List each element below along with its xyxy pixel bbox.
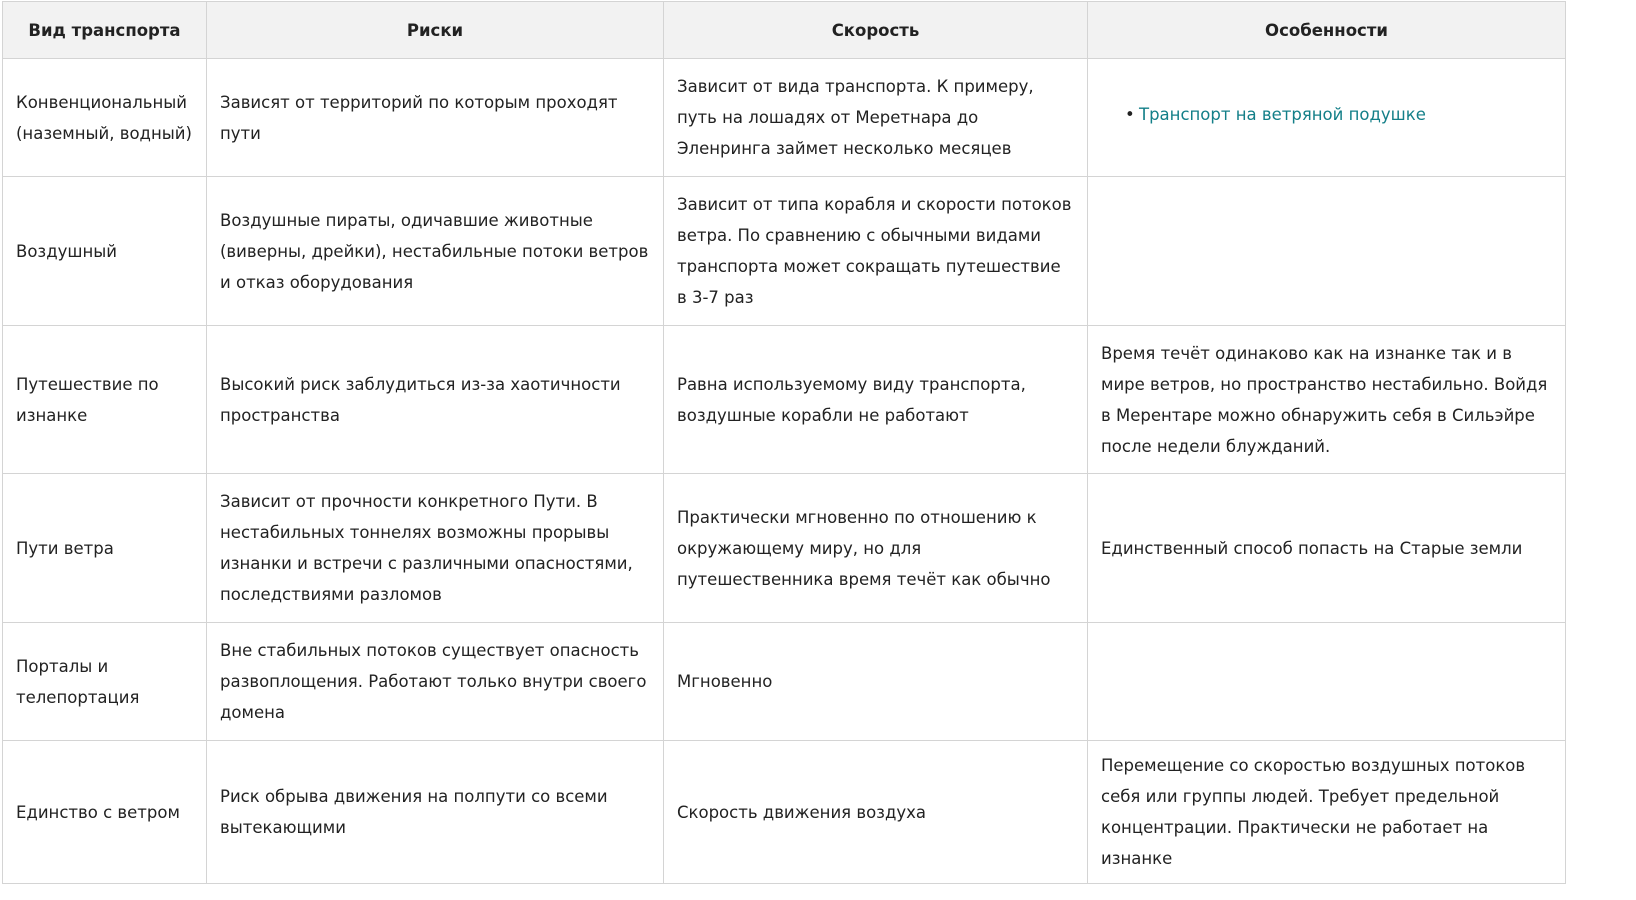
transport-table bbox=[2, 1, 1566, 884]
wind-cushion-transport-link[interactable]: Транспорт на ветряной подушке bbox=[1139, 105, 1426, 124]
cell-speed: Равна используемому виду транспорта, воздушные корабли не работают bbox=[664, 326, 1088, 474]
cell-speed: Мгновенно bbox=[664, 623, 1088, 741]
cell-type: Конвенциональный (наземный, водный) bbox=[3, 59, 207, 177]
table-row bbox=[3, 326, 1566, 474]
cell-risks: Воздушные пираты, одичавшие животные (виверны, дрейки), нестабильные потоки ветров и отказ оборудования bbox=[207, 177, 664, 326]
cell-features bbox=[1088, 59, 1566, 177]
cell-risks: Высокий риск заблудиться из-за хаотичности пространства bbox=[207, 326, 664, 474]
cell-features: Единственный способ попасть на Старые земли bbox=[1088, 474, 1566, 623]
cell-speed: Скорость движения воздуха bbox=[664, 741, 1088, 884]
cell-risks: Зависит от прочности конкретного Пути. В нестабильных тоннелях возможны прорывы изнанки и встречи с различными опасностями, последствиями разломов bbox=[207, 474, 664, 623]
cell-features bbox=[1088, 623, 1566, 741]
table-row bbox=[3, 474, 1566, 623]
table-body bbox=[3, 59, 1566, 884]
table-row bbox=[3, 59, 1566, 177]
list-item bbox=[1139, 99, 1552, 130]
cell-features: Перемещение со скоростью воздушных потоков себя или группы людей. Требует предельной концентрации. Практически не работает на изнанке bbox=[1088, 741, 1566, 884]
cell-type: Порталы и телепортация bbox=[3, 623, 207, 741]
header-type[interactable]: Вид транспорта bbox=[3, 2, 207, 59]
cell-type: Пути ветра bbox=[3, 474, 207, 623]
cell-type: Единство с ветром bbox=[3, 741, 207, 884]
cell-features: Время течёт одинаково как на изнанке так и в мире ветров, но пространство нестабильно. Войдя в Мерентаре можно обнаружить себя в Сильэйре после недели блужданий. bbox=[1088, 326, 1566, 474]
cell-risks: Риск обрыва движения на полпути со всеми вытекающими bbox=[207, 741, 664, 884]
cell-type: Путешествие по изнанке bbox=[3, 326, 207, 474]
table-row bbox=[3, 177, 1566, 326]
table-row bbox=[3, 623, 1566, 741]
cell-speed: Зависит от вида транспорта. К примеру, путь на лошадях от Меретнара до Эленринга займет несколько месяцев bbox=[664, 59, 1088, 177]
cell-speed: Практически мгновенно по отношению к окружающему миру, но для путешественника время течёт как обычно bbox=[664, 474, 1088, 623]
header-row bbox=[3, 2, 1566, 59]
header-speed[interactable]: Скорость bbox=[664, 2, 1088, 59]
header-features[interactable]: Особенности bbox=[1088, 2, 1566, 59]
cell-risks: Вне стабильных потоков существует опасность развоплощения. Работают только внутри своего домена bbox=[207, 623, 664, 741]
table-header bbox=[3, 2, 1566, 59]
cell-features bbox=[1088, 177, 1566, 326]
cell-type: Воздушный bbox=[3, 177, 207, 326]
features-list bbox=[1125, 99, 1552, 130]
table-row bbox=[3, 741, 1566, 884]
cell-risks: Зависят от территорий по которым проходят пути bbox=[207, 59, 664, 177]
header-risks[interactable]: Риски bbox=[207, 2, 664, 59]
cell-speed: Зависит от типа корабля и скорости потоков ветра. По сравнению с обычными видами транспорта может сокращать путешествие в 3-7 раз bbox=[664, 177, 1088, 326]
